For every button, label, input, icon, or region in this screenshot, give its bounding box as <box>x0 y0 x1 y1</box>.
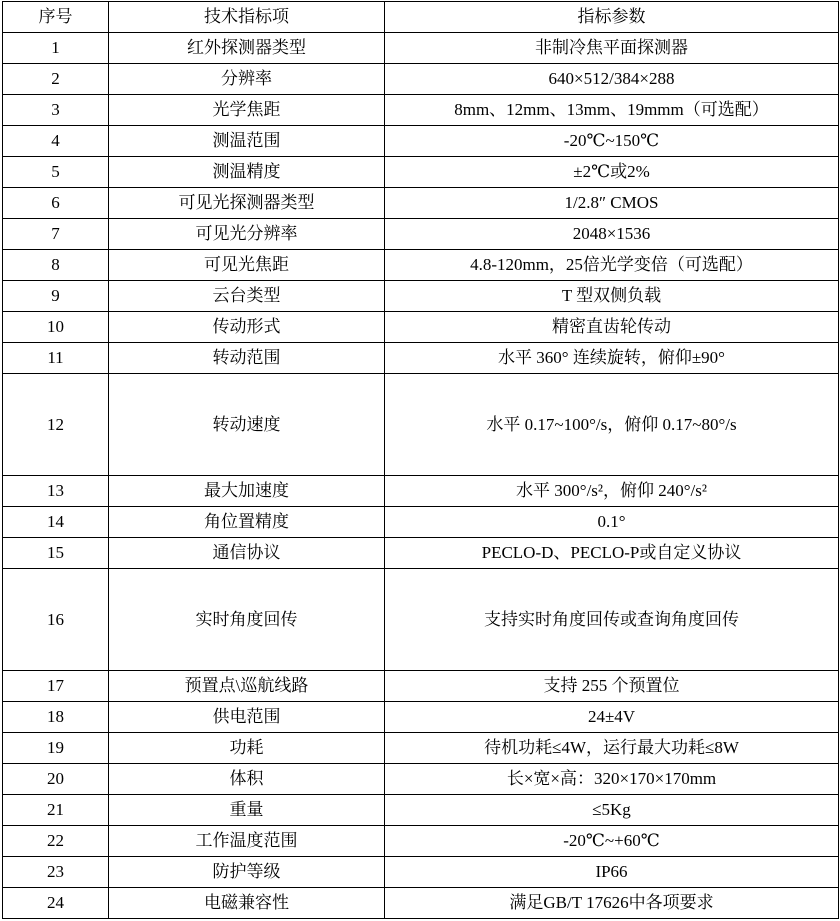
table-row <box>3 95 839 126</box>
cell-item: 体积 <box>109 764 385 795</box>
cell-no: 18 <box>3 702 109 733</box>
spec-table <box>2 1 839 919</box>
cell-value: -20℃~+60℃ <box>385 826 839 857</box>
cell-item: 预置点\巡航线路 <box>109 671 385 702</box>
cell-no: 4 <box>3 126 109 157</box>
cell-no: 5 <box>3 157 109 188</box>
table-row <box>3 826 839 857</box>
cell-no: 12 <box>3 374 109 476</box>
cell-value: 4.8-120mm，25倍光学变倍（可选配） <box>385 250 839 281</box>
header-value: 指标参数 <box>385 2 839 33</box>
table-row <box>3 312 839 343</box>
cell-value: 非制冷焦平面探测器 <box>385 33 839 64</box>
cell-item: 转动范围 <box>109 343 385 374</box>
cell-no: 24 <box>3 888 109 919</box>
table-row <box>3 343 839 374</box>
cell-no: 7 <box>3 219 109 250</box>
cell-item: 实时角度回传 <box>109 569 385 671</box>
cell-item: 最大加速度 <box>109 476 385 507</box>
cell-value: 支持实时角度回传或查询角度回传 <box>385 569 839 671</box>
cell-no: 3 <box>3 95 109 126</box>
cell-value: 640×512/384×288 <box>385 64 839 95</box>
table-row <box>3 702 839 733</box>
cell-item: 工作温度范围 <box>109 826 385 857</box>
cell-no: 15 <box>3 538 109 569</box>
header-item: 技术指标项 <box>109 2 385 33</box>
cell-item: 角位置精度 <box>109 507 385 538</box>
cell-no: 17 <box>3 671 109 702</box>
cell-item: 通信协议 <box>109 538 385 569</box>
cell-item: 功耗 <box>109 733 385 764</box>
header-no: 序号 <box>3 2 109 33</box>
cell-no: 6 <box>3 188 109 219</box>
cell-item: 转动速度 <box>109 374 385 476</box>
cell-no: 23 <box>3 857 109 888</box>
cell-value: 水平 300°/s²，俯仰 240°/s² <box>385 476 839 507</box>
cell-value: ±2℃或2% <box>385 157 839 188</box>
cell-value: 满足GB/T 17626中各项要求 <box>385 888 839 919</box>
table-row <box>3 764 839 795</box>
table-row <box>3 157 839 188</box>
table-row <box>3 219 839 250</box>
cell-value: 待机功耗≤4W，运行最大功耗≤8W <box>385 733 839 764</box>
cell-value: IP66 <box>385 857 839 888</box>
table-row <box>3 476 839 507</box>
cell-no: 21 <box>3 795 109 826</box>
table-row <box>3 538 839 569</box>
cell-item: 电磁兼容性 <box>109 888 385 919</box>
cell-value: 24±4V <box>385 702 839 733</box>
cell-no: 14 <box>3 507 109 538</box>
cell-value: 精密直齿轮传动 <box>385 312 839 343</box>
cell-no: 8 <box>3 250 109 281</box>
cell-item: 可见光探测器类型 <box>109 188 385 219</box>
cell-item: 光学焦距 <box>109 95 385 126</box>
cell-value: 1/2.8″ CMOS <box>385 188 839 219</box>
cell-item: 防护等级 <box>109 857 385 888</box>
table-row <box>3 64 839 95</box>
cell-item: 可见光分辨率 <box>109 219 385 250</box>
cell-no: 11 <box>3 343 109 374</box>
cell-no: 9 <box>3 281 109 312</box>
cell-item: 重量 <box>109 795 385 826</box>
table-row <box>3 733 839 764</box>
cell-value: -20℃~150℃ <box>385 126 839 157</box>
cell-no: 13 <box>3 476 109 507</box>
cell-value: PECLO-D、PECLO-P或自定义协议 <box>385 538 839 569</box>
table-row <box>3 888 839 919</box>
cell-item: 测温精度 <box>109 157 385 188</box>
cell-value: 2048×1536 <box>385 219 839 250</box>
cell-value: ≤5Kg <box>385 795 839 826</box>
table-row <box>3 671 839 702</box>
cell-no: 19 <box>3 733 109 764</box>
cell-no: 1 <box>3 33 109 64</box>
cell-item: 红外探测器类型 <box>109 33 385 64</box>
table-row <box>3 374 839 476</box>
table-row <box>3 250 839 281</box>
cell-value: T 型双侧负载 <box>385 281 839 312</box>
table-row <box>3 126 839 157</box>
cell-no: 16 <box>3 569 109 671</box>
cell-no: 2 <box>3 64 109 95</box>
cell-value: 0.1° <box>385 507 839 538</box>
cell-value: 水平 360° 连续旋转，俯仰±90° <box>385 343 839 374</box>
table-row <box>3 569 839 671</box>
table-row <box>3 188 839 219</box>
cell-no: 20 <box>3 764 109 795</box>
table-row <box>3 857 839 888</box>
table-row <box>3 281 839 312</box>
cell-no: 10 <box>3 312 109 343</box>
cell-value: 支持 255 个预置位 <box>385 671 839 702</box>
cell-item: 传动形式 <box>109 312 385 343</box>
cell-value: 8mm、12mm、13mm、19mmm（可选配） <box>385 95 839 126</box>
cell-item: 可见光焦距 <box>109 250 385 281</box>
cell-item: 分辨率 <box>109 64 385 95</box>
table-row <box>3 33 839 64</box>
cell-no: 22 <box>3 826 109 857</box>
cell-item: 云台类型 <box>109 281 385 312</box>
cell-item: 供电范围 <box>109 702 385 733</box>
cell-value: 水平 0.17~100°/s，俯仰 0.17~80°/s <box>385 374 839 476</box>
table-row <box>3 507 839 538</box>
cell-value: 长×宽×高：320×170×170mm <box>385 764 839 795</box>
cell-item: 测温范围 <box>109 126 385 157</box>
table-row <box>3 795 839 826</box>
table-header-row <box>3 2 839 33</box>
